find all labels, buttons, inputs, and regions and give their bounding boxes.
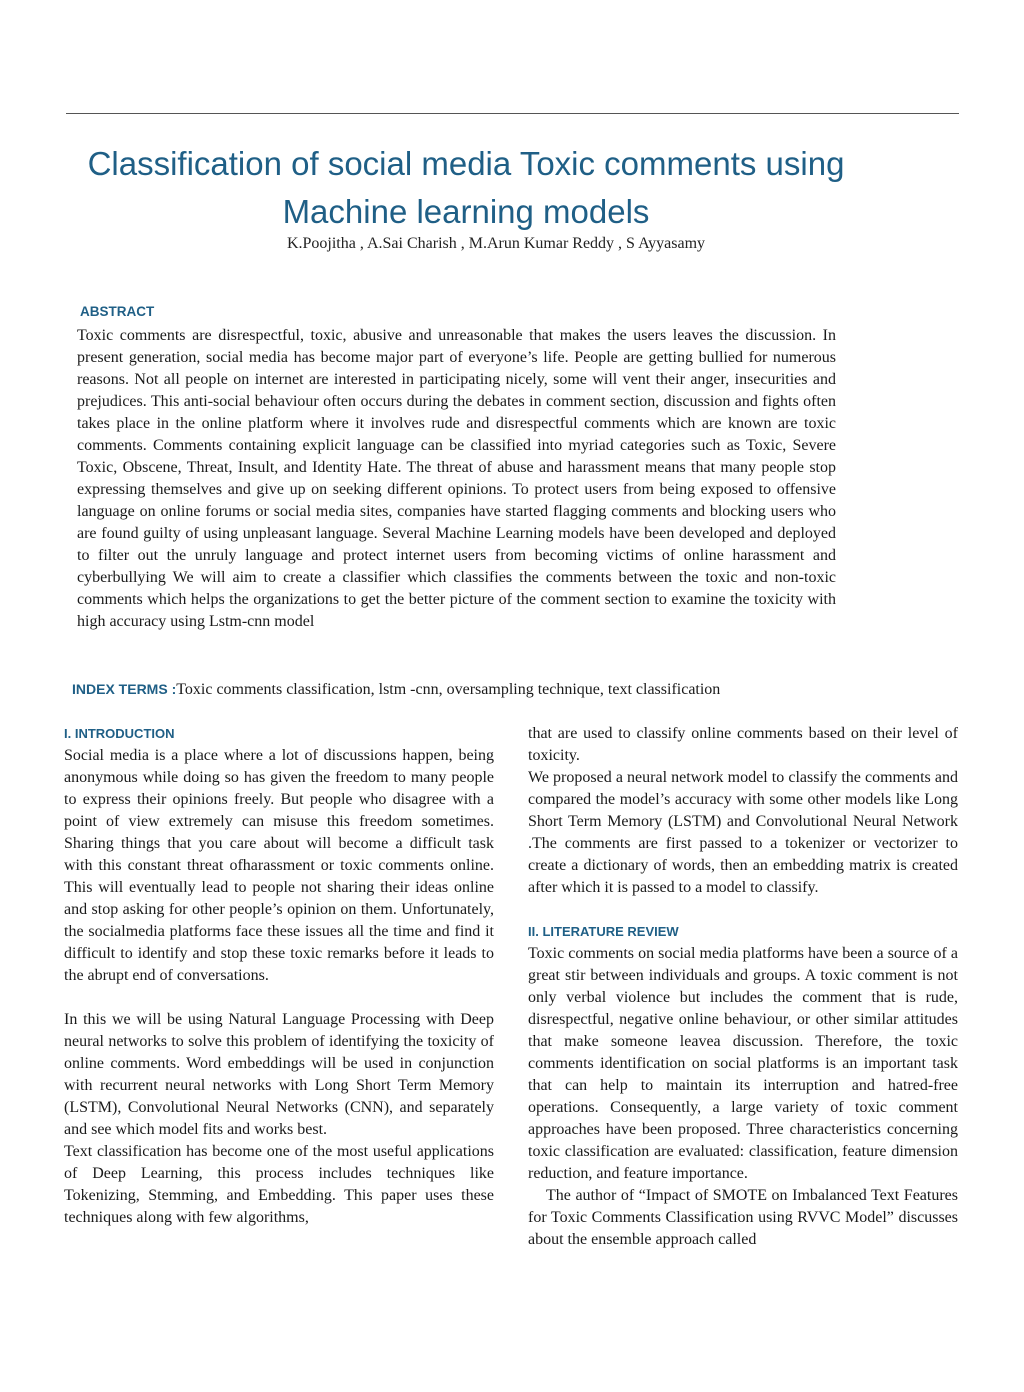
introduction-paragraph-5: We proposed a neural network model to classify the comments and compared the model’s accuracy with some other models like Long Short Term Memory (LSTM) and Convolutional Neural Network .The comments are first passed to a tokenizer or vectorizer to create a dictionary of words, then an embedding matrix is created after which it is passed to a model to classify. [528, 769, 958, 896]
index-terms-text: Toxic comments classification, lstm -cnn, oversampling technique, text classification [176, 681, 721, 698]
literature-review-paragraph-1: Toxic comments on social media platforms have been a source of a great stir between individuals and groups. A toxic comment is not only verbal violence but includes the comment that is rude, disrespectful, negative online behaviour, or other similar attitudes that make someone leavea discussion. Therefore, the toxic comments identification on social platforms is an important task that can help to maintain its interruption and hatred-free operations. Consequently, a large variety of toxic comment approaches have been proposed. Three characteristics concerning toxic classification are evaluated: classification, feature dimension reduction, and feature importance. [528, 945, 958, 1182]
introduction-heading: I. INTRODUCTION [64, 726, 175, 741]
introduction-paragraph-3: Text classification has become one of the most useful applications of Deep Learning, this process includes techniques like Tokenizing, Stemming, and Embedding. This paper uses these techniques along with few algorithms, [64, 1143, 494, 1226]
left-column [64, 723, 494, 1229]
abstract-body: Toxic comments are disrespectful, toxic, abusive and unreasonable that makes the users leaves the discussion. In present generation, social media has become major part of everyone’s life. People are getting bullied for numerous reasons. Not all people on internet are interested in participating nicely, some will vent their anger, insecurities and prejudices. This anti-social behaviour often occurs during the debates in comment section, discussion and fights often takes place in the online platform where it involves rude and disrespectful comments which are known are toxic comments. Comments containing explicit language can be classified into myriad categories such as Toxic, Severe Toxic, Obscene, Threat, Insult, and Identity Hate. The threat of abuse and harassment means that many people stop expressing themselves and give up on seeking different opinions. To protect users from being exposed to offensive language on online forums or social media sites, companies have started flagging comments and blocking users who are found guilty of using unpleasant language. Several Machine Learning models have been developed and deployed to filter out the unruly language and protect internet users from becoming victims of online harassment and cyberbullying We will aim to create a classifier which classifies the comments between the toxic and non-toxic comments which helps the organizations to get the better picture of the comment section to examine the toxicity with high accuracy using Lstm-cnn model [77, 327, 836, 630]
header-rule [66, 113, 959, 114]
index-terms-label: INDEX TERMS : [72, 681, 177, 697]
author-list: K.Poojitha , A.Sai Charish , M.Arun Kumar Reddy , S Ayyasamy [286, 235, 706, 252]
introduction-paragraph-1: Social media is a place where a lot of discussions happen, being anonymous while doing so has given the freedom to many people to express their opinions freely. But people who disagree with a point of view extremely can misuse this freedom sometimes. Sharing things that you care about will become a difficult task with this constant threat ofharassment or toxic comments online. This will eventually lead to people not sharing their ideas online and stop asking for other people’s opinion on them. Unfortunately, the socialmedia platforms face these issues all the time and find it difficult to identify and stop these toxic remarks before it leads to the abrupt end of conversations. [64, 747, 494, 984]
index-terms [72, 678, 972, 701]
abstract-heading: ABSTRACT [80, 304, 155, 319]
literature-review-paragraph-2: The author of “Impact of SMOTE on Imbalanced Text Features for Toxic Comments Classification using RVVC Model” discusses about the ensemble approach called [528, 1187, 958, 1248]
right-column [528, 723, 958, 1251]
introduction-paragraph-4: that are used to classify online comments based on their level of toxicity. [528, 725, 958, 764]
paper-title: Classification of social media Toxic comments using Machine learning models [87, 145, 845, 230]
literature-review-heading: II. LITERATURE REVIEW [528, 924, 679, 939]
introduction-paragraph-2: In this we will be using Natural Language Processing with Deep neural networks to solve this problem of identifying the toxicity of online comments. Word embeddings will be used in conjunction with recurrent neural networks with Long Short Term Memory (LSTM), Convolutional Neural Networks (CNN), and separately and see which model fits and works best. [64, 1011, 494, 1138]
